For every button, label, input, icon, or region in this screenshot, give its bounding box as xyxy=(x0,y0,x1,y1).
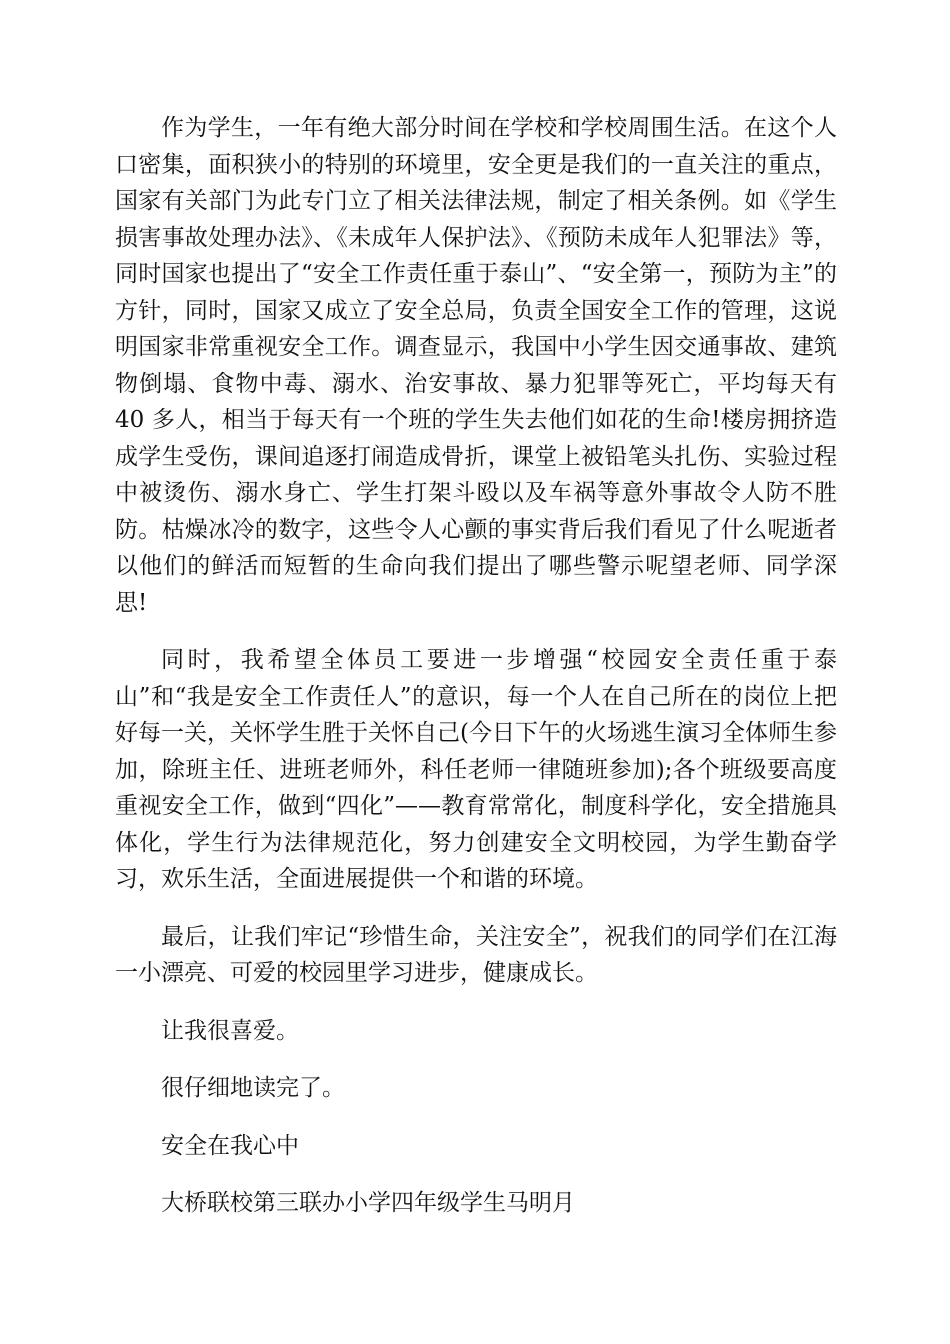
essay-title: 安全在我心中 xyxy=(161,1132,299,1159)
document-body xyxy=(115,110,837,1243)
paragraph-safety-intro: 作为学生，一年有绝大部分时间在学校和学校周围生活。在这个人口密集，面积狭小的特别的环境里，安全更是我们的一直关注的重点，国家有关部门为此专门立了相关法律法规，制定了相关条例。如《学生损害事故处理办法》、《未成年人保护法》、《预防未成年人犯罪法》等，同时国家也提出了“安全工作责任重于泰山”、“安全第一，预防为主”的方针，同时，国家又成立了安全总局，负责全国安全工作的管理，这说明国家非常重视安全工作。调查显示，我国中小学生因交通事故、建筑物倒塌、食物中毒、溺水、治安事故、暴力犯罪等死亡，平均每天有 40 多人，相当于每天有一个班的学生失去他们如花的生命!楼房拥挤造成学生受伤，课间追逐打闹造成骨折，课堂上被铅笔头扎伤、实验过程中被烫伤、溺水身亡、学生打架斗殴以及车祸等意外事故令人防不胜防。枯燥冰冷的数字，这些令人心颤的事实背后我们看见了什么呢逝者以他们的鲜活而短暂的生命向我们提出了哪些警示呢望老师、同学深思! xyxy=(115,115,837,616)
paragraph-safety-responsibility: 同时，我希望全体员工要进一步增强“校园安全责任重于泰山”和“我是安全工作责任人”的意识，每一个人在自己所在的岗位上把好每一关，关怀学生胜于关怀自己(今日下午的火场逃生演习全体师生参加，除班主任、进班老师外，科任老师一律随班参加);各个班级要高度重视安全工作，做到“四化”——教育常常化，制度科学化，安全措施具体化，学生行为法律规范化，努力创建安全文明校园，为学生勤奋学习，欢乐生活，全面进展提供一个和谐的环境。 xyxy=(115,647,837,892)
paragraph-closing-wish: 最后，让我们牢记“珍惜生命，关注安全”，祝我们的同学们在江海一小漂亮、可爱的校园里学习进步，健康成长。 xyxy=(115,923,837,986)
text-line-like: 让我很喜爱。 xyxy=(161,1017,299,1044)
text-line-read: 很仔细地读完了。 xyxy=(161,1075,345,1101)
author-line: 大桥联校第三联办小学四年级学生马明月 xyxy=(161,1190,575,1216)
